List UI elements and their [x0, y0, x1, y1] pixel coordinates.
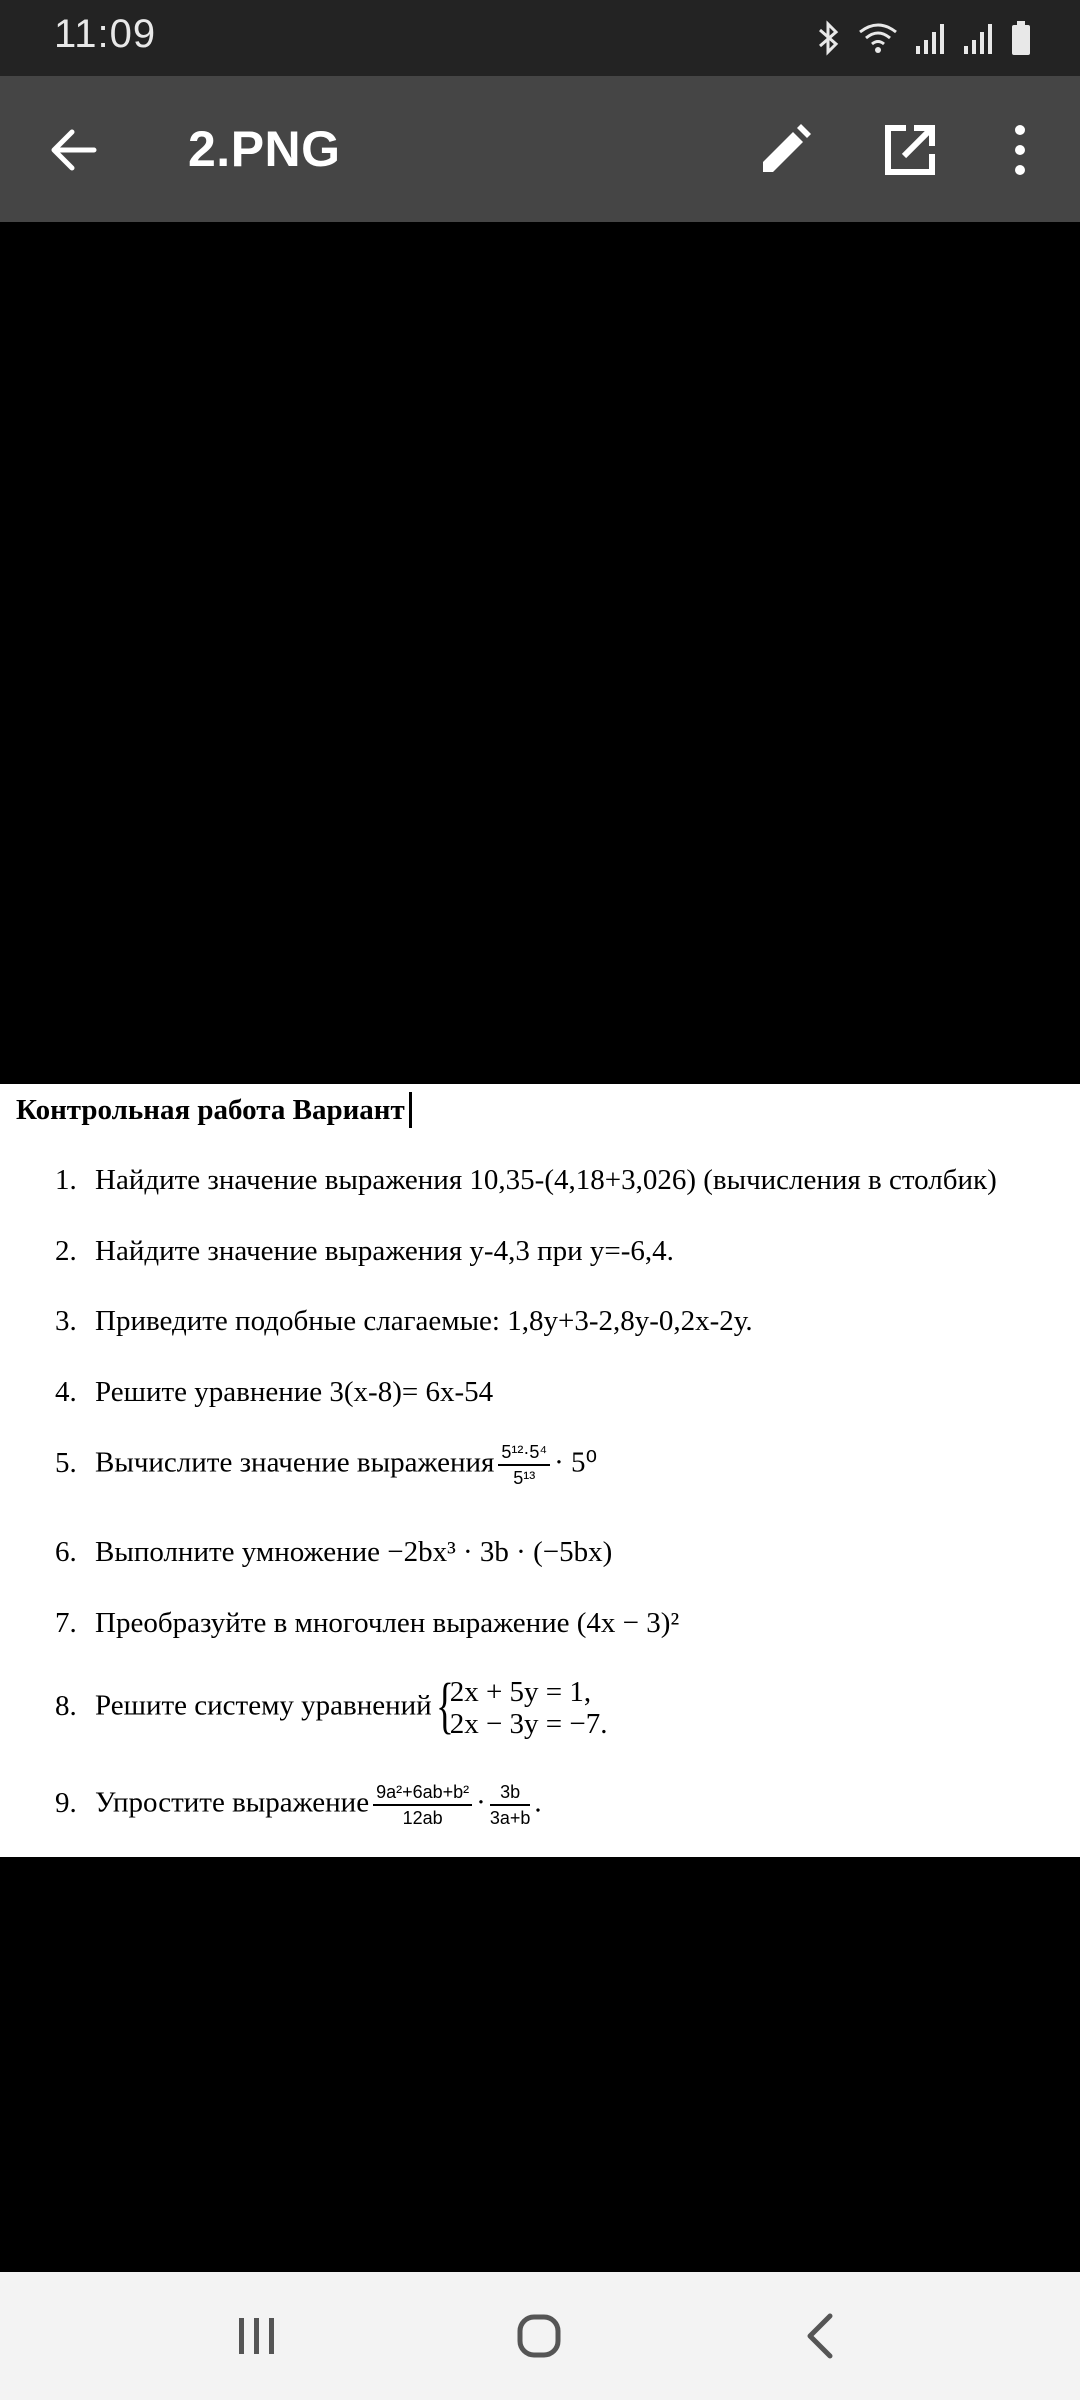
task-number: 7.: [55, 1607, 77, 1639]
task-text: Выполните умножение −2bx³ · 3b · (−5bx): [95, 1536, 613, 1568]
task-text: Решите систему уравнений: [95, 1689, 432, 1722]
fraction: [498, 1440, 550, 1490]
task-tail: · 5⁰: [554, 1446, 598, 1479]
task-8: [55, 1672, 608, 1740]
equation-line: 2x + 5y = 1,: [449, 1676, 592, 1708]
signal-icon: [914, 20, 948, 56]
status-time: 11:09: [54, 12, 157, 56]
signal-icon: [962, 20, 996, 56]
fraction: [490, 1780, 531, 1830]
multiply-dot: ·: [476, 1786, 486, 1819]
task-2: [55, 1233, 674, 1269]
task-text: Вычислите значение выражения: [95, 1446, 495, 1479]
fraction-numerator: 9a²+6ab+b²: [373, 1780, 472, 1806]
arrow-left-icon[interactable]: [46, 122, 102, 178]
open-external-icon[interactable]: [880, 120, 940, 180]
battery-icon: [1010, 20, 1032, 56]
task-number: 1.: [55, 1164, 77, 1196]
task-number: 9.: [55, 1786, 77, 1819]
fraction-numerator: 3b: [490, 1780, 531, 1806]
brace: {: [435, 1672, 454, 1740]
task-number: 3.: [55, 1305, 77, 1337]
more-vert-icon[interactable]: [1000, 120, 1040, 180]
task-4: [55, 1374, 493, 1410]
task-text: Решите уравнение 3(х-8)= 6х-54: [95, 1376, 494, 1408]
task-end: .: [534, 1786, 542, 1819]
bluetooth-icon: [816, 20, 842, 56]
task-number: 2.: [55, 1235, 77, 1267]
task-6: [55, 1534, 612, 1570]
document-title: Контрольная работа Вариант: [16, 1092, 412, 1128]
status-icons: [816, 18, 1032, 58]
fraction-denominator: 5¹³: [513, 1468, 536, 1488]
equation-system: [432, 1672, 608, 1740]
recent-apps-icon[interactable]: [235, 2314, 279, 2358]
task-text: Преобразуйте в многочлен выражение (4x − 3)²: [95, 1607, 680, 1639]
task-number: 8.: [55, 1689, 77, 1722]
equation-line: 2x − 3y = −7.: [449, 1708, 608, 1740]
file-title: 2.PNG: [188, 121, 341, 177]
wifi-icon: [856, 20, 900, 56]
fraction-denominator: 3a+b: [489, 1808, 531, 1828]
fraction: [373, 1780, 472, 1830]
task-text: Приведите подобные слагаемые: 1,8у+3-2,8у-0,2х-2у.: [95, 1305, 753, 1337]
task-number: 6.: [55, 1536, 77, 1568]
task-7: [55, 1605, 679, 1641]
app-bar: [0, 76, 1080, 222]
home-icon[interactable]: [515, 2312, 563, 2360]
image-viewer[interactable]: [0, 222, 1080, 2272]
status-bar: [0, 0, 1080, 76]
task-text: Найдите значение выражения 10,35-(4,18+3,026) (вычисления в столбик): [95, 1164, 997, 1196]
task-5: [55, 1440, 597, 1490]
task-1: [55, 1162, 997, 1198]
task-text: Найдите значение выражения у-4,3 при у=-6,4.: [95, 1235, 674, 1267]
back-icon[interactable]: [800, 2312, 840, 2360]
pencil-icon[interactable]: [755, 120, 815, 180]
fraction-numerator: 5¹²·5⁴: [498, 1440, 550, 1466]
task-3: [55, 1303, 753, 1339]
fraction-denominator: 12ab: [402, 1808, 443, 1828]
document-image: [0, 1084, 1080, 1857]
task-number: 5.: [55, 1446, 77, 1479]
task-9: [55, 1780, 542, 1830]
task-text: Упростите выражение: [95, 1786, 370, 1819]
navigation-bar: [0, 2272, 1080, 2400]
task-number: 4.: [55, 1376, 77, 1408]
